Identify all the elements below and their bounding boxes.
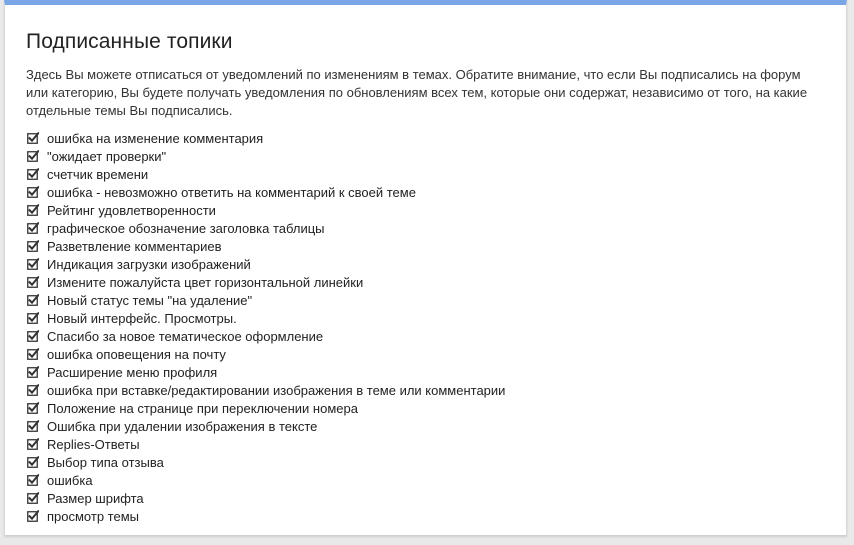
- topic-label: Индикация загрузки изображений: [47, 256, 251, 272]
- checkbox-checked-icon[interactable]: [27, 348, 39, 360]
- topic-label: ошибка - невозможно ответить на комментарий к своей теме: [47, 184, 416, 200]
- topic-item[interactable]: [27, 363, 505, 381]
- checkbox-checked-icon[interactable]: [27, 132, 39, 144]
- checkbox-checked-icon[interactable]: [27, 420, 39, 432]
- topic-label: графическое обозначение заголовка таблицы: [47, 220, 325, 236]
- checkbox-checked-icon[interactable]: [27, 186, 39, 198]
- checkbox-checked-icon[interactable]: [27, 222, 39, 234]
- topic-item[interactable]: [27, 183, 505, 201]
- topic-item[interactable]: [27, 219, 505, 237]
- checkbox-checked-icon[interactable]: [27, 492, 39, 504]
- topic-item[interactable]: [27, 381, 505, 399]
- topic-item[interactable]: [27, 435, 505, 453]
- checkbox-checked-icon[interactable]: [27, 510, 39, 522]
- topic-label: счетчик времени: [47, 166, 149, 182]
- subscribed-topics-panel: [4, 0, 847, 536]
- topic-label: Выбор типа отзыва: [47, 454, 164, 470]
- topic-item[interactable]: [27, 507, 505, 525]
- topic-item[interactable]: [27, 255, 505, 273]
- checkbox-checked-icon[interactable]: [27, 240, 39, 252]
- topic-label: Положение на странице при переключении номера: [47, 400, 358, 416]
- page-title: Подписанные топики: [26, 30, 233, 53]
- topic-item[interactable]: [27, 345, 505, 363]
- checkbox-checked-icon[interactable]: [27, 312, 39, 324]
- topic-label: Спасибо за новое тематическое оформление: [47, 328, 324, 344]
- topic-item[interactable]: [27, 417, 505, 435]
- topic-item[interactable]: [27, 273, 505, 291]
- topic-label: Размер шрифта: [47, 490, 144, 506]
- checkbox-checked-icon[interactable]: [27, 438, 39, 450]
- topic-item[interactable]: [27, 471, 505, 489]
- checkbox-checked-icon[interactable]: [27, 384, 39, 396]
- topic-label: Новый интерфейс. Просмотры.: [47, 310, 237, 326]
- topic-label: Ошибка при удалении изображения в тексте: [47, 418, 318, 434]
- topic-item[interactable]: [27, 453, 505, 471]
- topic-label: ошибка оповещения на почту: [47, 346, 226, 362]
- checkbox-checked-icon[interactable]: [27, 456, 39, 468]
- topic-item[interactable]: [27, 327, 505, 345]
- topic-item[interactable]: [27, 165, 505, 183]
- checkbox-checked-icon[interactable]: [27, 150, 39, 162]
- topic-item[interactable]: [27, 399, 505, 417]
- topic-label: Replies-Ответы: [47, 436, 140, 452]
- topic-item[interactable]: [27, 201, 505, 219]
- topic-item[interactable]: [27, 237, 505, 255]
- page-description: Здесь Вы можете отписаться от уведомлений по изменениям в темах. Обратите внимание, что если Вы подписались на форум или категорию, Вы будете получать уведомления по обновлениям всех тем, которые они содержат, независимо от того, на какие отдельные темы Вы подписались.: [26, 67, 808, 118]
- topic-item[interactable]: [27, 489, 505, 507]
- topic-label: Рейтинг удовлетворенности: [47, 202, 216, 218]
- checkbox-checked-icon[interactable]: [27, 366, 39, 378]
- checkbox-checked-icon[interactable]: [27, 276, 39, 288]
- topic-label: "ожидает проверки": [47, 148, 167, 164]
- topic-label: Новый статус темы "на удаление": [47, 292, 253, 308]
- topic-label: ошибка: [47, 472, 93, 488]
- topic-item[interactable]: [27, 309, 505, 327]
- checkbox-checked-icon[interactable]: [27, 474, 39, 486]
- checkbox-checked-icon[interactable]: [27, 330, 39, 342]
- topic-item[interactable]: [27, 147, 505, 165]
- topic-label: Расширение меню профиля: [47, 364, 218, 380]
- checkbox-checked-icon[interactable]: [27, 402, 39, 414]
- topic-label: ошибка на изменение комментария: [47, 130, 264, 146]
- checkbox-checked-icon[interactable]: [27, 294, 39, 306]
- topic-list: [27, 129, 505, 525]
- checkbox-checked-icon[interactable]: [27, 204, 39, 216]
- checkbox-checked-icon[interactable]: [27, 168, 39, 180]
- topic-label: просмотр темы: [47, 508, 139, 524]
- topic-label: ошибка при вставке/редактировании изображения в теме или комментарии: [47, 382, 506, 398]
- topic-label: Измените пожалуйста цвет горизонтальной линейки: [47, 274, 364, 290]
- checkbox-checked-icon[interactable]: [27, 258, 39, 270]
- topic-label: Разветвление комментариев: [47, 238, 222, 254]
- topic-item[interactable]: [27, 291, 505, 309]
- topic-item[interactable]: [27, 129, 505, 147]
